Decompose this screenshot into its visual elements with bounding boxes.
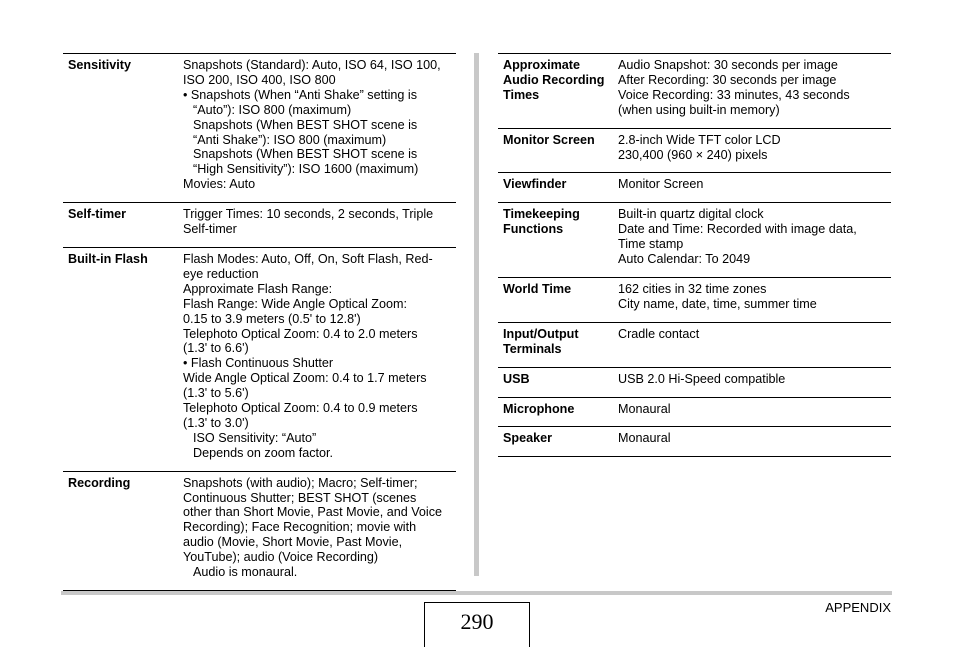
spec-label-line: Approximate — [503, 58, 580, 72]
spec-label-line: Audio Recording — [503, 72, 605, 87]
spec-value-line: Snapshots (with audio); Macro; Self-timer; — [183, 475, 418, 490]
spec-row — [498, 203, 891, 278]
spec-value-line: “High Sensitivity”): ISO 1600 (maximum) — [193, 162, 419, 177]
spec-value-line: “Anti Shake”): ISO 800 (maximum) — [193, 132, 387, 147]
spec-value-line: Auto Calendar: To 2049 — [618, 252, 751, 267]
spec-value-line: Time stamp — [618, 237, 684, 252]
spec-row — [498, 128, 891, 173]
spec-value-line: Self-timer — [183, 222, 237, 237]
spec-value — [618, 203, 891, 278]
spec-value-line: audio (Movie, Short Movie, Past Movie, — [183, 535, 403, 550]
right-spec-column — [498, 53, 891, 457]
spec-value-line: YouTube); audio (Voice Recording) — [183, 550, 379, 565]
spec-value — [618, 277, 891, 322]
spec-value-line: Monaural — [618, 431, 671, 446]
spec-value-line: Snapshots (When BEST SHOT scene is — [193, 147, 418, 162]
spec-value-line: Monaural — [618, 401, 671, 416]
spec-value — [618, 54, 891, 129]
spec-value-line: (1.3' to 6.6') — [183, 341, 249, 356]
spec-label — [498, 367, 618, 397]
spec-row — [63, 54, 456, 203]
column-divider — [474, 53, 479, 576]
section-label: APPENDIX — [825, 600, 891, 615]
spec-value — [183, 247, 456, 471]
spec-value-line: After Recording: 30 seconds per image — [618, 72, 837, 87]
spec-value-line: Recording); Face Recognition; movie with — [183, 520, 417, 535]
spec-value-line: Depends on zoom factor. — [193, 445, 334, 460]
spec-value-line: Monitor Screen — [618, 177, 704, 192]
spec-value-line: Wide Angle Optical Zoom: 0.4 to 1.7 meters — [183, 371, 427, 386]
spec-row — [498, 54, 891, 129]
spec-value-line: 162 cities in 32 time zones — [618, 281, 767, 296]
spec-table-left — [63, 53, 456, 591]
spec-row — [63, 247, 456, 471]
spec-value-line: Approximate Flash Range: — [183, 281, 333, 296]
spec-label — [498, 277, 618, 322]
spec-label-line: Microphone — [503, 401, 575, 416]
spec-value-line: other than Short Movie, Past Movie, and Voice — [183, 505, 443, 520]
spec-value — [618, 367, 891, 397]
spec-label-line: Input/Output — [503, 326, 579, 341]
spec-value — [183, 54, 456, 203]
spec-value-line: Telephoto Optical Zoom: 0.4 to 2.0 meters — [183, 326, 418, 341]
spec-value-line: Trigger Times: 10 seconds, 2 seconds, Triple — [183, 207, 434, 222]
spec-value-line: Audio is monaural. — [193, 565, 298, 580]
spec-value-line: Cradle contact — [618, 326, 700, 341]
spec-label — [63, 471, 183, 590]
spec-label — [498, 397, 618, 427]
spec-row — [498, 397, 891, 427]
spec-value-line: Continuous Shutter; BEST SHOT (scenes — [183, 490, 417, 505]
spec-label-line: Monitor Screen — [503, 132, 595, 147]
spec-value — [183, 203, 456, 248]
spec-value-line: Voice Recording: 33 minutes, 43 seconds — [618, 87, 850, 102]
spec-label-line: Sensitivity — [68, 58, 131, 72]
page-number: 290 — [424, 602, 530, 647]
spec-label — [498, 427, 618, 457]
spec-label — [63, 54, 183, 203]
spec-label-line: World Time — [503, 281, 572, 296]
spec-row — [498, 427, 891, 457]
spec-row — [63, 203, 456, 248]
spec-value-line: 230,400 (960 × 240) pixels — [618, 147, 768, 162]
spec-value-line: • Flash Continuous Shutter — [183, 356, 334, 371]
spec-label — [498, 54, 618, 129]
spec-value-line: Flash Modes: Auto, Off, On, Soft Flash, Red- — [183, 251, 433, 266]
spec-value-line: “Auto”): ISO 800 (maximum) — [193, 102, 352, 117]
spec-value — [618, 427, 891, 457]
spec-row — [498, 322, 891, 367]
spec-label-line: Recording — [68, 475, 131, 490]
spec-row — [498, 367, 891, 397]
spec-label-line: Timekeeping — [503, 207, 580, 222]
spec-label-line: Built-in Flash — [68, 251, 148, 266]
spec-value-line: Flash Range: Wide Angle Optical Zoom: — [183, 296, 407, 311]
spec-value — [183, 471, 456, 590]
spec-value-line: (when using built-in memory) — [618, 102, 780, 117]
spec-label-line: Times — [503, 87, 540, 102]
spec-value-line: Telephoto Optical Zoom: 0.4 to 0.9 meters — [183, 401, 418, 416]
spec-row — [498, 277, 891, 322]
spec-value-line: ISO Sensitivity: “Auto” — [193, 430, 317, 445]
spec-value — [618, 397, 891, 427]
spec-label-line: Terminals — [503, 341, 562, 356]
spec-value-line: Built-in quartz digital clock — [618, 207, 764, 222]
spec-value-line: ISO 200, ISO 400, ISO 800 — [183, 72, 336, 87]
spec-value — [618, 128, 891, 173]
spec-value-line: 2.8-inch Wide TFT color LCD — [618, 132, 781, 147]
spec-value-line: 0.15 to 3.9 meters (0.5' to 12.8') — [183, 311, 361, 326]
spec-label-line: USB — [503, 371, 530, 386]
spec-value-line: Movies: Auto — [183, 177, 256, 192]
spec-value-line: City name, date, time, summer time — [618, 296, 817, 311]
spec-value-line: Audio Snapshot: 30 seconds per image — [618, 58, 838, 72]
spec-label — [498, 322, 618, 367]
spec-value-line: Snapshots (When BEST SHOT scene is — [193, 117, 418, 132]
left-spec-column — [63, 53, 456, 591]
spec-value — [618, 173, 891, 203]
spec-value-line: (1.3' to 5.6') — [183, 386, 249, 401]
spec-label — [63, 203, 183, 248]
spec-table-right — [498, 53, 891, 457]
spec-value-line: Snapshots (Standard): Auto, ISO 64, ISO 100, — [183, 58, 441, 72]
spec-value — [618, 322, 891, 367]
spec-row — [63, 471, 456, 590]
spec-label-line: Viewfinder — [503, 177, 567, 192]
spec-label-line: Self-timer — [68, 207, 127, 222]
spec-label — [63, 247, 183, 471]
spec-label — [498, 203, 618, 278]
spec-value-line: USB 2.0 Hi-Speed compatible — [618, 371, 786, 386]
footer-rule — [61, 591, 892, 595]
spec-value-line: Date and Time: Recorded with image data, — [618, 222, 857, 237]
spec-row — [498, 173, 891, 203]
spec-value-line: • Snapshots (When “Anti Shake” setting is — [183, 87, 418, 102]
spec-value-line: (1.3' to 3.0') — [183, 415, 249, 430]
spec-label-line: Speaker — [503, 431, 553, 446]
spec-label — [498, 128, 618, 173]
spec-label — [498, 173, 618, 203]
spec-value-line: eye reduction — [183, 266, 259, 281]
spec-label-line: Functions — [503, 222, 564, 237]
